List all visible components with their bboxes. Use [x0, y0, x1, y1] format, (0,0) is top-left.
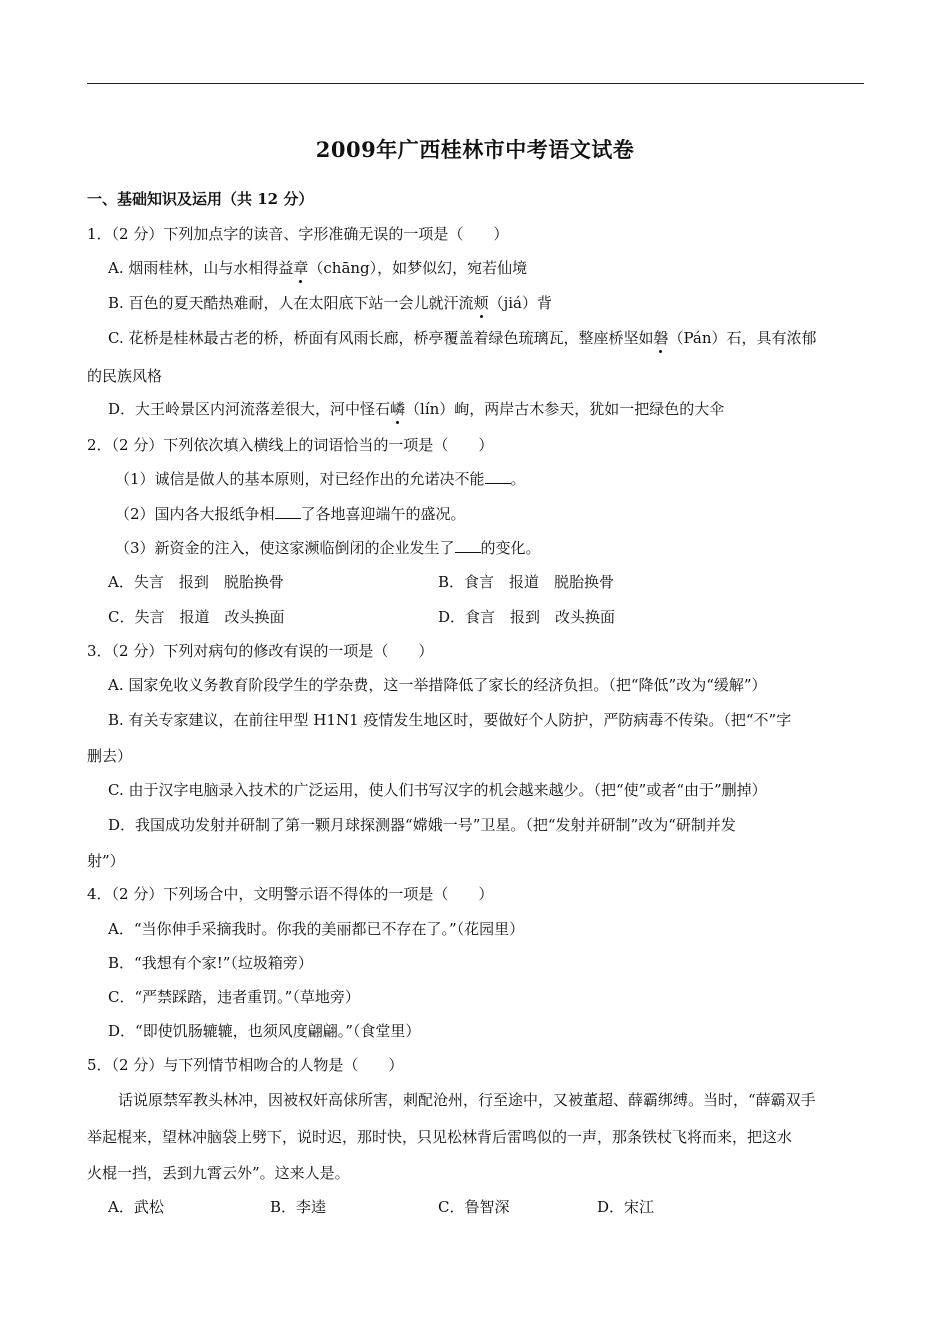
- question-5-passage-line-2: 举起棍来，望林冲脑袋上劈下，说时迟，那时快，只见松林背后雷鸣似的一声，那条铁杖飞将而来，把这水: [87, 1128, 793, 1146]
- question-3-option-c: C. 由于汉字电脑录入技术的广泛运用，使人们书写汉字的机会越来越少。（把“使”或者“由于”删掉）: [108, 781, 767, 799]
- dotted-char: 颊: [473, 294, 489, 312]
- question-5-passage-line-1: 话说原禁军教头林冲，因被权奸高俅所害，刺配沧州，行至途中，又被董超、薛霸绑缚。当时，“薛霸双手: [118, 1091, 816, 1109]
- question-1-option-c: [108, 328, 817, 348]
- fill-blank: [485, 469, 511, 484]
- question-4-option-b: B．“我想有个家!”（垃圾箱旁）: [108, 954, 313, 972]
- header-rule: [87, 83, 864, 84]
- fill-blank: [455, 538, 481, 553]
- question-5-stem: 5．（2 分）与下列情节相吻合的人物是（ ）: [87, 1056, 404, 1074]
- question-4-option-c: C．“严禁踩踏，违者重罚。”（草地旁）: [108, 988, 360, 1006]
- sentence-text: （2）国内各大报纸争相: [115, 505, 275, 523]
- question-4-option-d: D．“即使饥肠辘辘，也须风度翩翩。”（食堂里）: [108, 1022, 421, 1040]
- question-4-option-a: A．“当你伸手采摘我时。你我的美丽都已不存在了。”（花园里）: [108, 920, 525, 938]
- question-1-option-d: [108, 399, 724, 419]
- question-2-stem: 2．（2 分）下列依次填入横线上的词语恰当的一项是（ ）: [87, 436, 494, 454]
- option-text: （chāng），如梦似幻，宛若仙境: [308, 259, 528, 277]
- sentence-text: 了各地喜迎端午的盛况。: [300, 505, 466, 523]
- option-text: （jiá）背: [488, 294, 552, 312]
- question-5-option-a: A．武松: [108, 1198, 164, 1216]
- option-text: （lín）峋，两岸古木参天，犹如一把绿色的大伞: [405, 400, 725, 418]
- page-title: 2009年广西桂林市中考语文试卷: [315, 137, 635, 162]
- question-2-option-a: A．失言 报到 脱胎换骨: [108, 573, 284, 591]
- dotted-char: 章: [293, 259, 309, 277]
- option-text: C. 花桥是桂林最古老的桥，桥面有风雨长廊，桥亭覆盖着绿色琉璃瓦，整座桥坚如: [108, 329, 654, 347]
- question-3-option-d-continued: 射”）: [87, 852, 125, 870]
- question-4-stem: 4．（2 分）下列场合中，文明警示语不得体的一项是（ ）: [87, 885, 494, 903]
- question-3-option-a: A. 国家免收义务教育阶段学生的学杂费，这一举措降低了家长的经济负担。（把“降低”改为“缓解”）: [108, 676, 767, 694]
- question-3-stem: 3．（2 分）下列对病句的修改有误的一项是（ ）: [87, 642, 434, 660]
- fill-blank: [275, 504, 301, 519]
- question-2-option-c: C．失言 报道 改头换面: [108, 608, 285, 626]
- sentence-text: （3）新资金的注入，使这家濒临倒闭的企业发生了: [115, 539, 455, 557]
- question-5-option-d: D．宋江: [597, 1198, 655, 1216]
- option-text: B. 百色的夏天酷热难耐，人在太阳底下站一会儿就汗流: [108, 294, 474, 312]
- sentence-text: 的变化。: [480, 539, 541, 557]
- question-2-sentence-3: [115, 538, 541, 558]
- question-5-passage-line-3: 火棍一挡，丢到九霄云外”。这来人是。: [87, 1164, 350, 1182]
- question-5-option-b: B．李逵: [270, 1198, 327, 1216]
- question-5-option-c: C．鲁智深: [438, 1198, 510, 1216]
- question-2-option-b: B．食言 报道 脱胎换骨: [438, 573, 615, 591]
- question-1-option-b: [108, 293, 552, 313]
- question-1-option-a: [108, 258, 527, 278]
- question-2-option-d: D．食言 报到 改头换面: [438, 608, 616, 626]
- question-1-stem: 1．（2 分）下列加点字的读音、字形准确无误的一项是（ ）: [87, 225, 509, 243]
- question-2-sentence-1: [115, 469, 526, 489]
- question-1-option-c-continued: 的民族风格: [87, 367, 163, 385]
- question-2-sentence-2: [115, 504, 466, 524]
- sentence-text: （1）诚信是做人的基本原则，对已经作出的允诺决不能: [115, 470, 485, 488]
- option-text: （Pán）石，具有浓郁: [668, 329, 817, 347]
- section-heading: 一、基础知识及运用（共 12 分）: [87, 190, 314, 208]
- question-3-option-b: B. 有关专家建议，在前往甲型 H1N1 疫情发生地区时，要做好个人防护，严防病毒不传染。（把“不”字: [108, 711, 792, 729]
- dotted-char: 磐: [653, 329, 669, 347]
- sentence-text: 。: [510, 470, 526, 488]
- option-text: A. 烟雨桂林，山与水相得益: [108, 259, 294, 277]
- question-3-option-d: D．我国成功发射并研制了第一颗月球探测器“嫦娥一号”卫星。（把“发射并研制”改为“研制并发: [108, 816, 736, 834]
- question-3-option-b-continued: 删去）: [87, 747, 133, 765]
- dotted-char: 嶙: [390, 400, 406, 418]
- option-text: D．大王岭景区内河流落差很大，河中怪石: [108, 400, 391, 418]
